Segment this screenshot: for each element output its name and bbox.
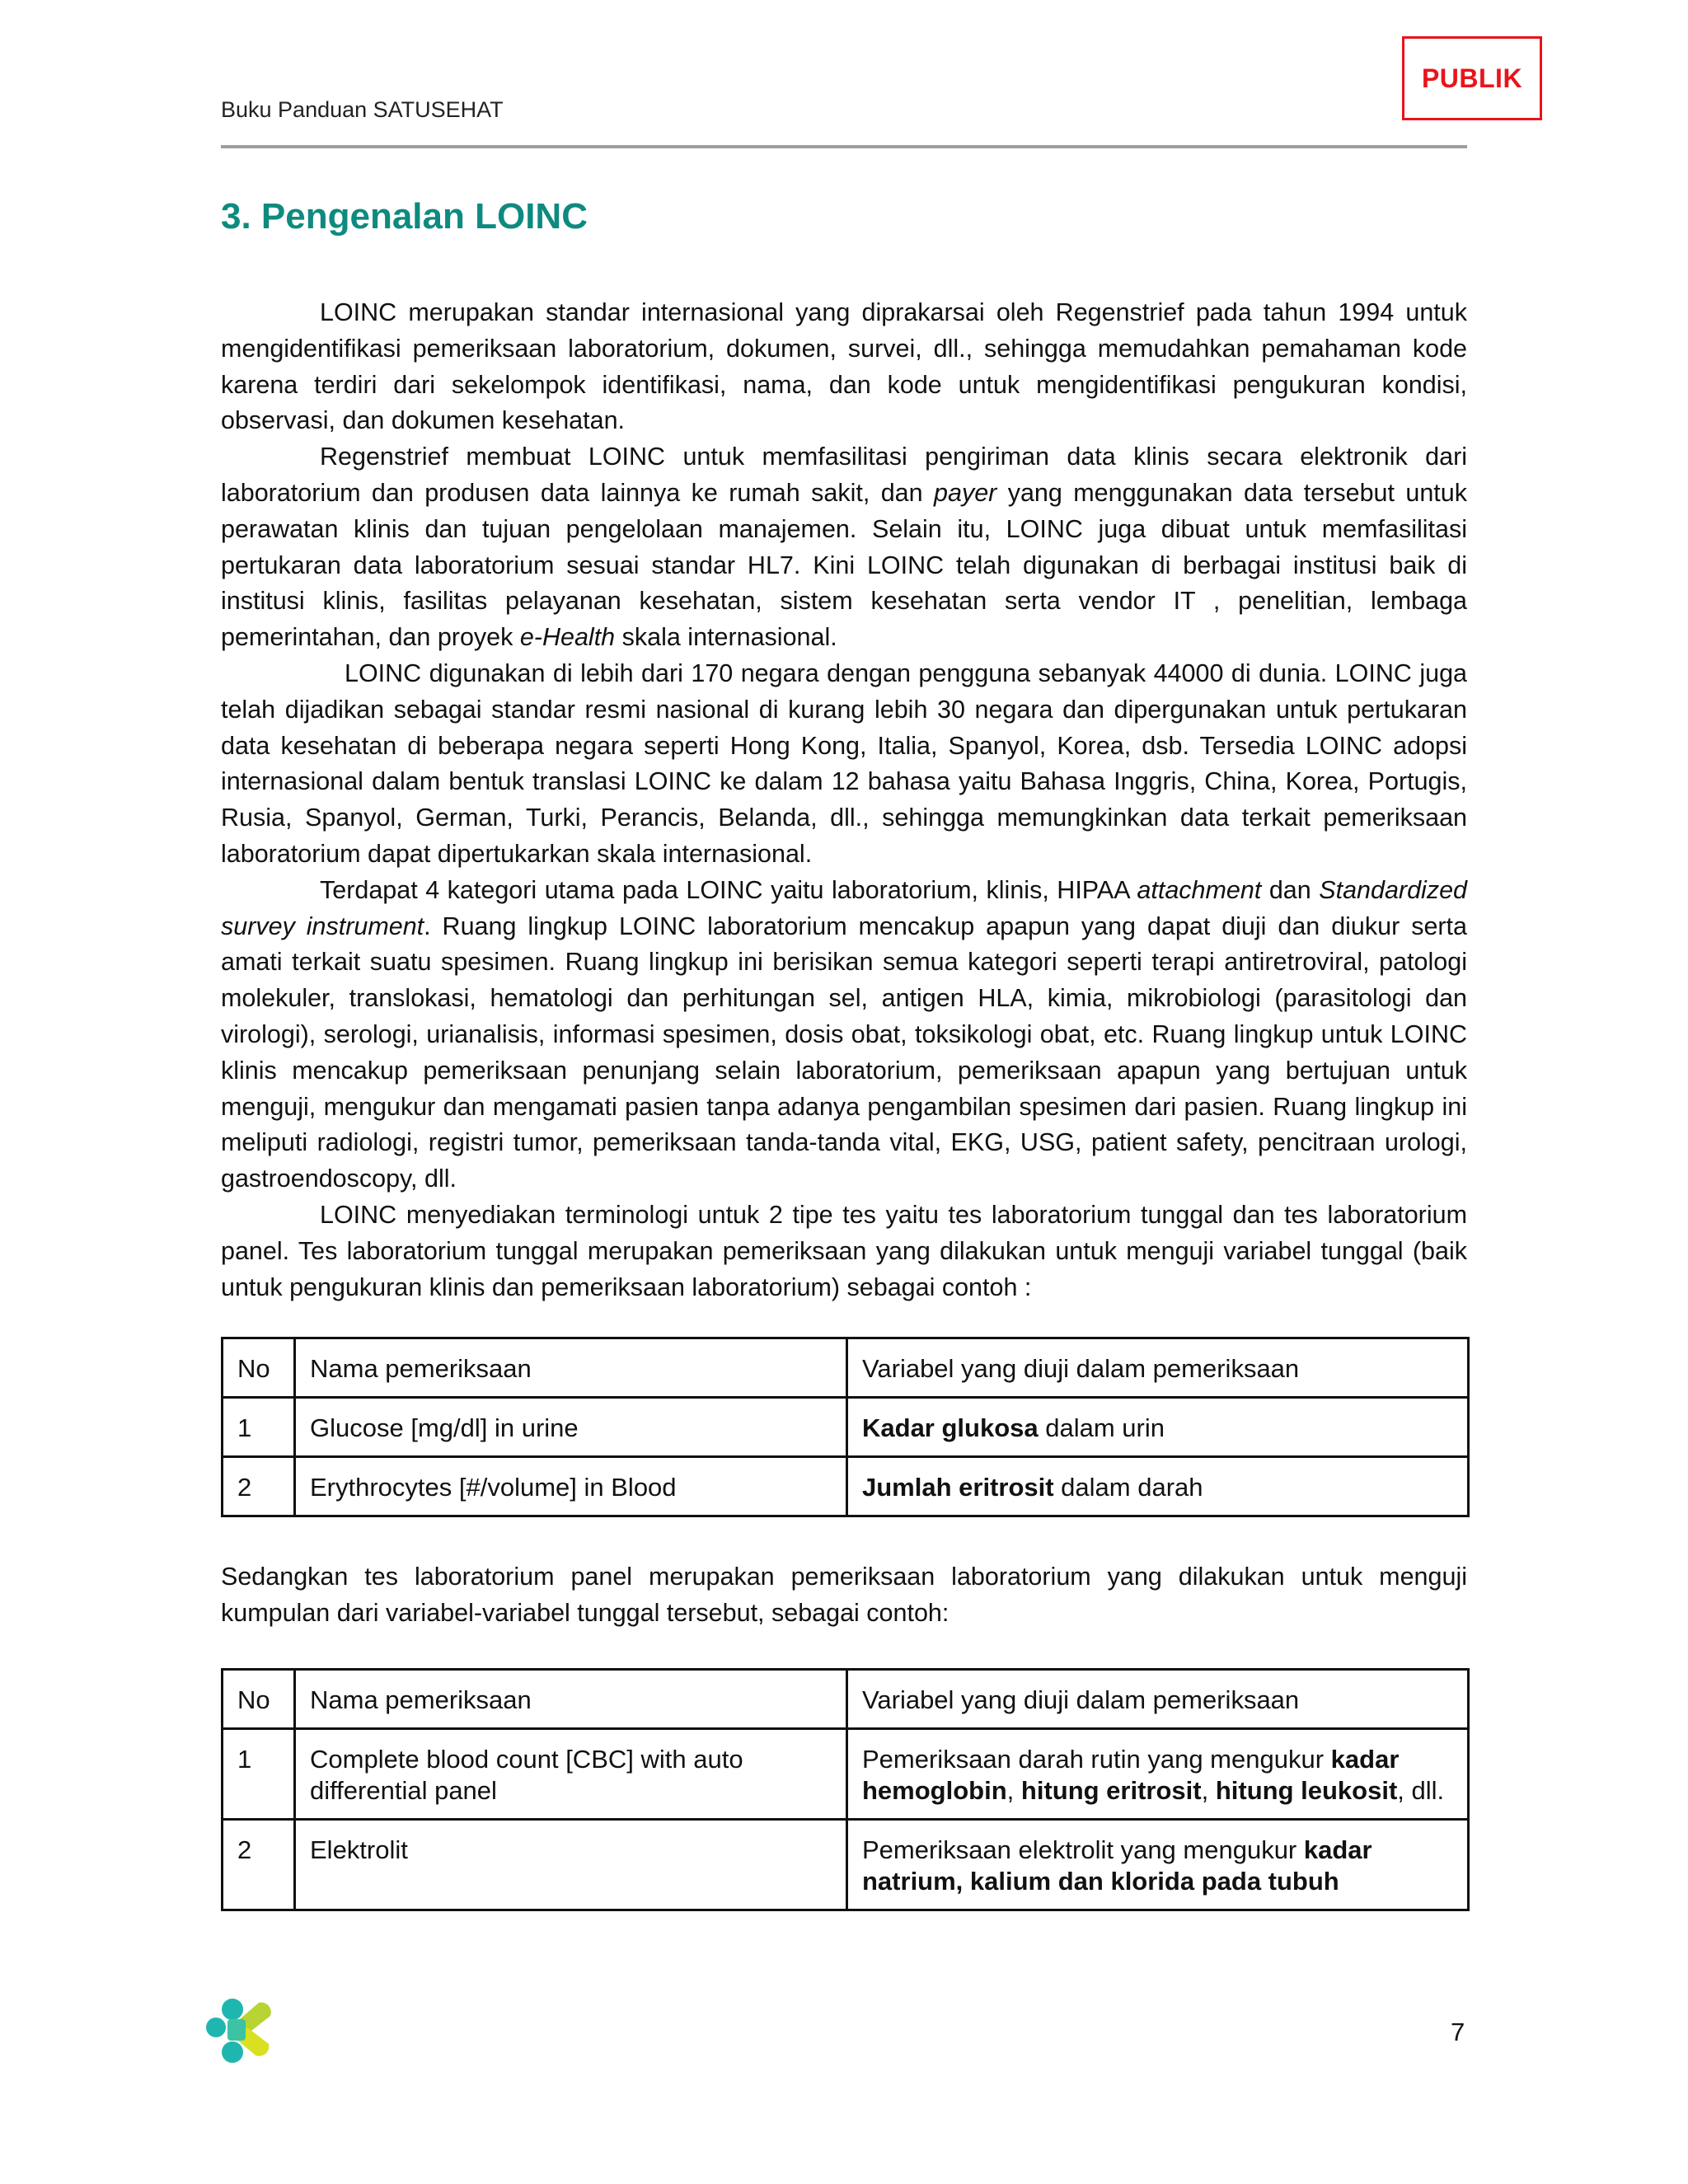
table-row xyxy=(223,1820,1469,1910)
paragraph-2-italic-ehealth: e-Health xyxy=(519,623,616,652)
cell-no: 1 xyxy=(223,1398,295,1457)
variable-bold: kadar natrium, kalium dan klorida pada tubuh xyxy=(862,1835,1372,1896)
paragraph-5: LOINC menyediakan terminologi untuk 2 tipe tes yaitu tes laboratorium tunggal dan tes laboratorium panel. Tes laboratorium tunggal merupakan pemeriksaan yang dilakukan untuk menguji variabel tunggal (baik untuk pengukuran klinis dan pemeriksaan laboratorium) sebagai contoh : xyxy=(221,1200,1467,1301)
header-variable: Variabel yang diuji dalam pemeriksaan xyxy=(847,1670,1469,1729)
variable-text: Pemeriksaan elektrolit yang mengukur xyxy=(862,1835,1304,1864)
cell-variable xyxy=(847,1398,1469,1457)
variable-bold: hitung leukosit xyxy=(1215,1776,1398,1805)
kemenkes-logo-icon xyxy=(201,1991,280,2070)
cell-name: Glucose [mg/dl] in urine xyxy=(295,1398,847,1457)
table-header-row xyxy=(223,1338,1469,1398)
table-header-row xyxy=(223,1670,1469,1729)
header-no: No xyxy=(223,1338,295,1398)
variable-rest: dalam darah xyxy=(1053,1473,1203,1502)
panel-intro-paragraph: Sedangkan tes laboratorium panel merupakan pemeriksaan laboratorium yang dilakukan untuk menguji kumpulan dari variabel-variabel tunggal tersebut, sebagai contoh: xyxy=(221,1563,1467,1627)
classification-badge: PUBLIK xyxy=(1402,36,1542,120)
body-text xyxy=(221,295,1467,1305)
paragraph-4-italic-survey: Standardized survey instrument xyxy=(221,875,1467,940)
paragraph-4 xyxy=(221,873,1467,1197)
variable-rest: dalam urin xyxy=(1038,1413,1165,1442)
cell-no: 2 xyxy=(223,1457,295,1516)
variable-text: , xyxy=(1201,1776,1216,1805)
panel-test-table xyxy=(221,1668,1470,1911)
variable-bold: Jumlah eritrosit xyxy=(862,1473,1054,1502)
cell-no: 2 xyxy=(223,1820,295,1910)
header-divider xyxy=(221,145,1467,148)
paragraph-2-text-c: yang menggunakan data tersebut untuk perawatan klinis dan tujuan pengelolaan manajemen. Selain itu, LOINC juga dibuat untuk memfasilitasi pertukaran data laboratorium sesuai standar HL7. Kini LOINC telah digunakan di berbagai institusi baik di institusi klinis, fasilitas pelayanan kesehatan, sistem kesehatan serta vendor IT , penelitian, lembaga pemerintahan, dan proyek xyxy=(221,478,1467,652)
cell-no: 1 xyxy=(223,1729,295,1820)
table-row xyxy=(223,1398,1469,1457)
cell-name: Complete blood count [CBC] with auto differential panel xyxy=(295,1729,847,1820)
paragraph-2-text-a: Regenstrief membuat LOINC untuk memfasilitasi pengiriman data klinis secara elektronik dari laboratorium dan produsen data lainnya ke rumah sakit, dan xyxy=(221,443,1467,507)
cell-variable xyxy=(847,1457,1469,1516)
header-name: Nama pemeriksaan xyxy=(295,1670,847,1729)
paragraph-1: LOINC merupakan standar internasional yang diprakarsai oleh Regenstrief pada tahun 1994 untuk mengidentifikasi pemeriksaan laboratorium, dokumen, survei, dll., sehingga memudahkan pemahaman kode karena terdiri dari sekelompok identifikasi, nama, dan kode untuk mengidentifikasi pengukuran kondisi, observasi, dan dokumen kesehatan. xyxy=(221,298,1467,435)
table-row xyxy=(223,1457,1469,1516)
document-title: Buku Panduan SATUSEHAT xyxy=(221,97,504,122)
variable-text: , dll. xyxy=(1397,1776,1445,1805)
variable-bold: hitung eritrosit xyxy=(1020,1776,1202,1805)
paragraph-4-text-a: Terdapat 4 kategori utama pada LOINC yaitu laboratorium, klinis, HIPAA xyxy=(320,875,1137,904)
cell-name: Elektrolit xyxy=(295,1820,847,1910)
paragraph-4-text-c: dan xyxy=(1261,875,1320,904)
page-number: 7 xyxy=(1451,2018,1465,2046)
variable-text: , xyxy=(1006,1776,1021,1805)
table-row xyxy=(223,1729,1469,1820)
section-heading: 3. Pengenalan LOINC xyxy=(221,196,588,237)
cell-name: Erythrocytes [#/volume] in Blood xyxy=(295,1457,847,1516)
paragraph-4-italic-attachment: attachment xyxy=(1137,875,1262,904)
variable-text: Pemeriksaan darah rutin yang mengukur xyxy=(862,1745,1331,1774)
single-test-table xyxy=(221,1337,1470,1517)
variable-bold: Kadar glukosa xyxy=(862,1413,1039,1442)
cell-variable xyxy=(847,1820,1469,1910)
paragraph-3: LOINC digunakan di lebih dari 170 negara dengan pengguna sebanyak 44000 di dunia. LOINC juga telah dijadikan sebagai standar resmi nasional di kurang lebih 30 negara dan dipergunakan untuk pertukaran data kesehatan di beberapa negara seperti Hong Kong, Italia, Spanyol, Korea, dsb. Tersedia LOINC adopsi internasional dalam bentuk translasi LOINC ke dalam 12 bahasa yaitu Bahasa Inggris, China, Korea, Portugis, Rusia, Spanyol, German, Turki, Perancis, Belanda, dll., sehingga memungkinkan data terkait pemeriksaan laboratorium dapat dipertukarkan skala internasional. xyxy=(221,658,1467,868)
paragraph-2 xyxy=(221,439,1467,656)
header-name: Nama pemeriksaan xyxy=(295,1338,847,1398)
cell-variable xyxy=(847,1729,1469,1820)
header-no: No xyxy=(223,1670,295,1729)
variable-bold: kadar hemoglobin xyxy=(862,1745,1400,1805)
paragraph-2-italic-payer: payer xyxy=(934,478,997,507)
header-variable: Variabel yang diuji dalam pemeriksaan xyxy=(847,1338,1469,1398)
paragraph-2-text-e: skala internasional. xyxy=(615,623,837,652)
paragraph-4-text-e: . Ruang lingkup LOINC laboratorium mencakup apapun yang dapat diuji dan diukur serta amati terkait suatu spesimen. Ruang lingkup ini berisikan semua kategori seperti terapi antiretroviral, patologi molekuler, translokasi, hematologi dan perhitungan sel, antigen HLA, kimia, mikrobiologi (parasitologi dan virologi), serologi, urianalisis, informasi spesimen, dosis obat, toksikologi obat, etc. Ruang lingkup untuk LOINC klinis mencakup pemeriksaan penunjang selain laboratorium, pemeriksaan apapun yang bertujuan untuk menguji, mengukur dan mengamati pasien tanpa adanya pengambilan spesimen dari pasien. Ruang lingkup ini meliputi radiologi, registri tumor, pemeriksaan tanda-tanda vital, EKG, USG, patient safety, pencitraan urologi, gastroendoscopy, dll. xyxy=(221,912,1467,1193)
